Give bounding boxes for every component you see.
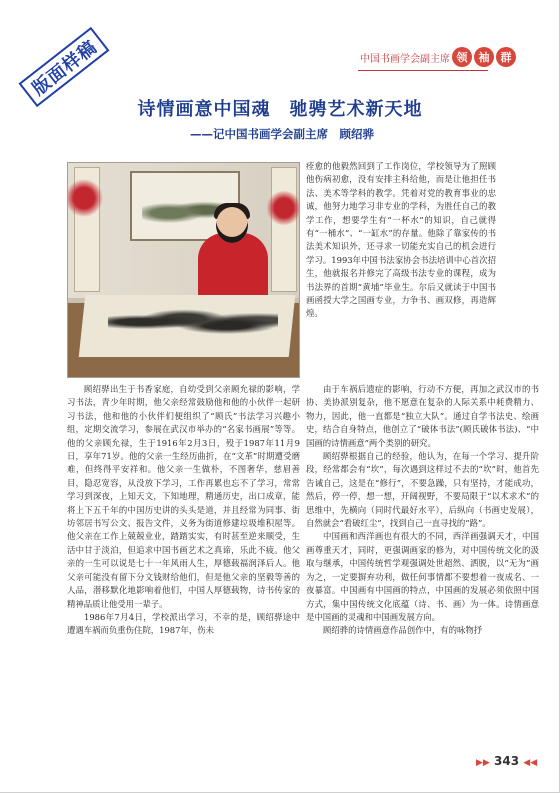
article-subtitle: ——记中国书画学会副主席 顾绍骅 — [190, 127, 374, 141]
column-badge: 群 — [496, 47, 516, 67]
article-title: 诗情画意中国魂 驰骋艺术新天地 — [137, 99, 423, 120]
column-badge: 袖 — [474, 47, 494, 67]
paragraph: 由于车祸后遗症的影响，行动不方便，再加之武汉市的书协、美协派别复杂，他不愿意在复杂的人际关系中耗费精力、物力，因此，他一直都是“独立大队”。通过自学书法史、绘画史，结合自身特点，他创立了“破体书法”(顾氏破体书法)、“中国画的诗情画意”两个类别的研究。 — [306, 384, 539, 448]
flowers-right — [264, 183, 300, 233]
paragraph: 顾绍骅出生于书香家庭，自幼受到父亲顾允禄的影响，学习书法，青少年时期，他父亲经常鼓励他和他的小伙伴一起研习书法，他和他的小伙伴们便组织了“顾氏”书法学习兴趣小组，定期交流学习，参展在武汉市举办的“名家书画展”等等。他的父亲顾允禄，生于1916年2月3日，殁于1987年11月9日，享年71岁。他的父亲一生经历曲折，在“文革”时期遭受磨难，但终得平安祥和。他父亲一生做朴，不图奢华，慈眉善目，隐忍宽容，从没放下学习，工作再累也忘不了学习，常常学习到深夜，上知天文，下知地理，精通历史，出口成章，能将上下五千年的中国历史讲的头头是道，并且经常为同事、街坊邻居书写公文、报告文件，义务为街道修建垃圾堆积屋等。他父亲在工作上兢兢业业，踏踏实实，有时甚至逆来顺受，生活中甘于淡泊，但追求中国书画艺术之真谛，乐此不疲。他父亲的一生可以说是七十一年风雨人生，厚德载福润泽后人。他父亲可能没有留下分文钱财给他们，但是他父亲的坚毅等善的人品，潜移默化地影响着他们，中国人厚德载物，诗书传家的精神品质让他受用一辈子。 — [67, 384, 300, 609]
text-column-left — [67, 383, 300, 638]
draft-stamp: 版面样稿 — [19, 27, 110, 107]
page-arrows-left-icon: ▶▶ — [476, 758, 490, 768]
header-rule — [358, 70, 488, 71]
artist-photo — [67, 162, 300, 378]
text-column-right — [306, 383, 539, 638]
paragraph: 中国画和西洋画也有很大的不同，西洋画强调天才，中国画尊重天才，同时，更强调画家的修为，对中国传统文化的汲取与继承，中国传统哲学观强调处世超然、洒脱，以“无为”画为之，一定要摒弃功利，做任何事情都不要想着一夜成名、一夜暴富。中国画有中国画的特点，中国画的发展必须依照中国方式，集中国传统文化底蕴（诗、书、画）为一体。诗情画意是中国画的灵魂和中国画发展方向。 — [306, 531, 539, 622]
page-number — [476, 754, 537, 768]
text-column-top-right — [306, 160, 496, 321]
paragraph: 痊愈的他毅然回到了工作岗位，学校领导为了照顾他伤病初愈，没有安排主科给他，而是让他担任书法、美术等学科的教学。凭着对党的教育事业的忠诚，他努力地学习非专业的学科，为胜任自己的教学工作，想要学生有“一杯水”的知识，自己就得有“一桶水”、“一缸水”的存量。他除了靠家传的书法美术知识外，还寻求一切能充实自己的机会进行学习。1993年中国书法家协会书法培训中心首次招生，他就报名并修完了高级书法专业的课程，成为书法界的首期“黄埔”毕业生。尔后又就读于中国书画函授大学之国画专业，力争书、画双修，再造辉煌。 — [306, 161, 496, 319]
column-label: 中国书画学会副主席 — [360, 54, 450, 65]
paragraph: 1986年7月4日，学校派出学习，不幸的是，顾绍骅途中遭遇车祸而负重伤住院，1987年，伤未 — [67, 611, 300, 636]
column-badges — [452, 47, 516, 67]
column-badge: 领 — [452, 47, 472, 67]
paragraph: 顾绍骅根据自己的经验，他认为，在每一个学习、提升阶段，经常都会有“坎”，每次遇到这样过不去的“坎”时，他首先告诫自己，这是在“修行”，不要急躁，只有坚持，才能成功，然后，停一停，想一想，开阔视野，不要局限于“以术求术”的思维中，先横向（同时代最好水平），后纵向（书画史发展），自然就会“看破红尘”，找到自己一直寻找的“路”。 — [306, 451, 539, 529]
page-arrows-right-icon: ◀◀ — [523, 758, 538, 768]
flowers-left — [68, 173, 108, 223]
page-number-value: 343 — [494, 754, 520, 768]
paragraph: 顾绍骅的诗情画意作品创作中，有的咏物抒 — [323, 625, 483, 636]
ink-painting — [108, 305, 278, 339]
